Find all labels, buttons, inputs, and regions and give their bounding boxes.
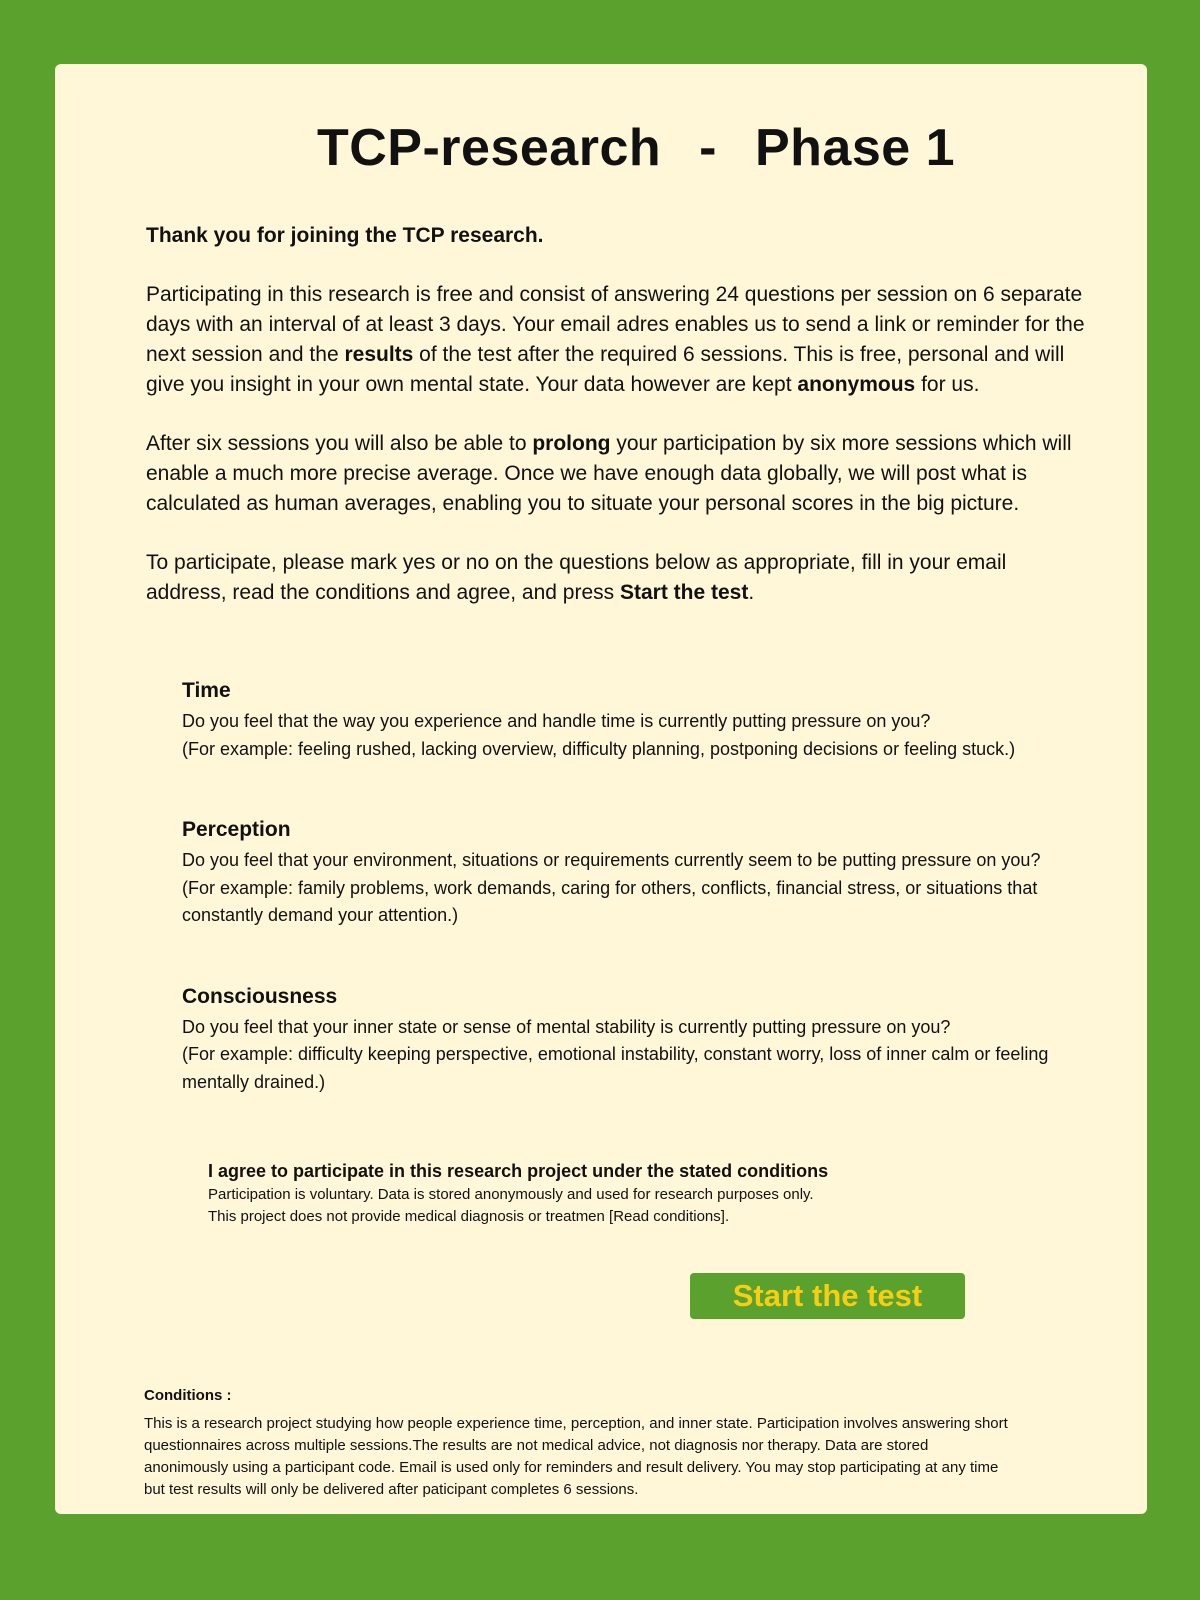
question-perception xyxy=(182,817,1102,930)
question-example: (For example: family problems, work demands, caring for others, conflicts, financial stress, or situations that constantly demand your attention.) xyxy=(182,877,1038,925)
p3-start-bold: Start the test xyxy=(619,581,749,604)
question-text: Do you feel that your environment, situations or requirements currently seem to be putting pressure on you? xyxy=(182,850,1041,870)
title-left: TCP-research xyxy=(316,119,662,177)
question-time xyxy=(182,678,1102,763)
conditions-text: This is a research project studying how people experience time, perception, and inner state. Participation involves answering short questionnaires across multiple sessions.The results are not medical advice, not diagnosis nor therapy. Data are stored anonimously using a participant code. Email is used only for reminders and result delivery. You may stop participating at any time but test results will only be delivered after paticipant completes 6 sessions. xyxy=(144,1415,1008,1498)
questions-section xyxy=(182,678,1102,1096)
agree-section[interactable] xyxy=(208,1158,1008,1227)
p2-text-a: After six sessions you will also be able to xyxy=(146,432,533,455)
p1-anonymous-bold: anonymous xyxy=(797,373,916,396)
p1-text-c: of the test after the required 6 sessions. This is free, personal and will give you insight in your own mental state. Your data however are kept xyxy=(146,343,1065,396)
question-consciousness xyxy=(182,984,1102,1097)
intro-paragraph-3 xyxy=(146,548,1086,608)
p2-prolong-bold: prolong xyxy=(532,432,611,455)
p1-text-e: for us. xyxy=(915,373,980,396)
question-example: (For example: difficulty keeping perspective, emotional instability, constant worry, loss of inner calm or feeling mentally drained.) xyxy=(182,1044,1049,1092)
question-text: Do you feel that the way you experience and handle time is currently putting pressure on you? xyxy=(182,711,931,731)
intro-section xyxy=(146,224,1086,637)
question-title: Perception xyxy=(182,818,291,841)
p2-text-c: your participation by six more sessions which will enable a much more precise average. Once we have enough data globally, we will post what is calculated as human averages, enabling you to situate your personal scores in the big picture. xyxy=(146,432,1072,515)
p3-text-a: To participate, please mark yes or no on the questions below as appropriate, fill in your email address, read the conditions and agree, and press xyxy=(146,551,1007,604)
agree-line-1: Participation is voluntary. Data is stored anonymously and used for research purposes only. xyxy=(208,1186,814,1203)
start-test-button[interactable]: Start the test xyxy=(690,1273,965,1319)
page-title xyxy=(55,118,1200,178)
intro-paragraph-1 xyxy=(146,280,1086,400)
conditions-section xyxy=(144,1387,1014,1501)
p3-text-c: . xyxy=(748,581,755,604)
p1-results-bold: results xyxy=(344,343,414,366)
title-separator: - xyxy=(699,119,717,177)
thanks-text: Thank you for joining the TCP research. xyxy=(146,224,544,247)
question-title: Consciousness xyxy=(182,984,338,1008)
agree-line-2[interactable]: This project does not provide medical diagnosis or treatmen [Read conditions]. xyxy=(208,1207,730,1225)
title-right: Phase 1 xyxy=(754,119,956,177)
question-example: (For example: feeling rushed, lacking overview, difficulty planning, postponing decisions or feeling stuck.) xyxy=(182,738,1016,759)
agree-label[interactable]: I agree to participate in this research project under the stated conditions xyxy=(208,1161,829,1181)
intro-paragraph-2 xyxy=(146,429,1086,519)
main-card xyxy=(55,64,1147,1514)
question-text: Do you feel that your inner state or sense of mental stability is currently putting pressure on you? xyxy=(182,1016,951,1037)
p1-text-a: Participating in this research is free and consist of answering 24 questions per session on 6 separate days with an interval of at least 3 days. Your email adres enables us to send a link or reminder for the next session and the xyxy=(146,283,1085,366)
question-title: Time xyxy=(182,679,231,702)
conditions-heading: Conditions : xyxy=(144,1387,232,1404)
